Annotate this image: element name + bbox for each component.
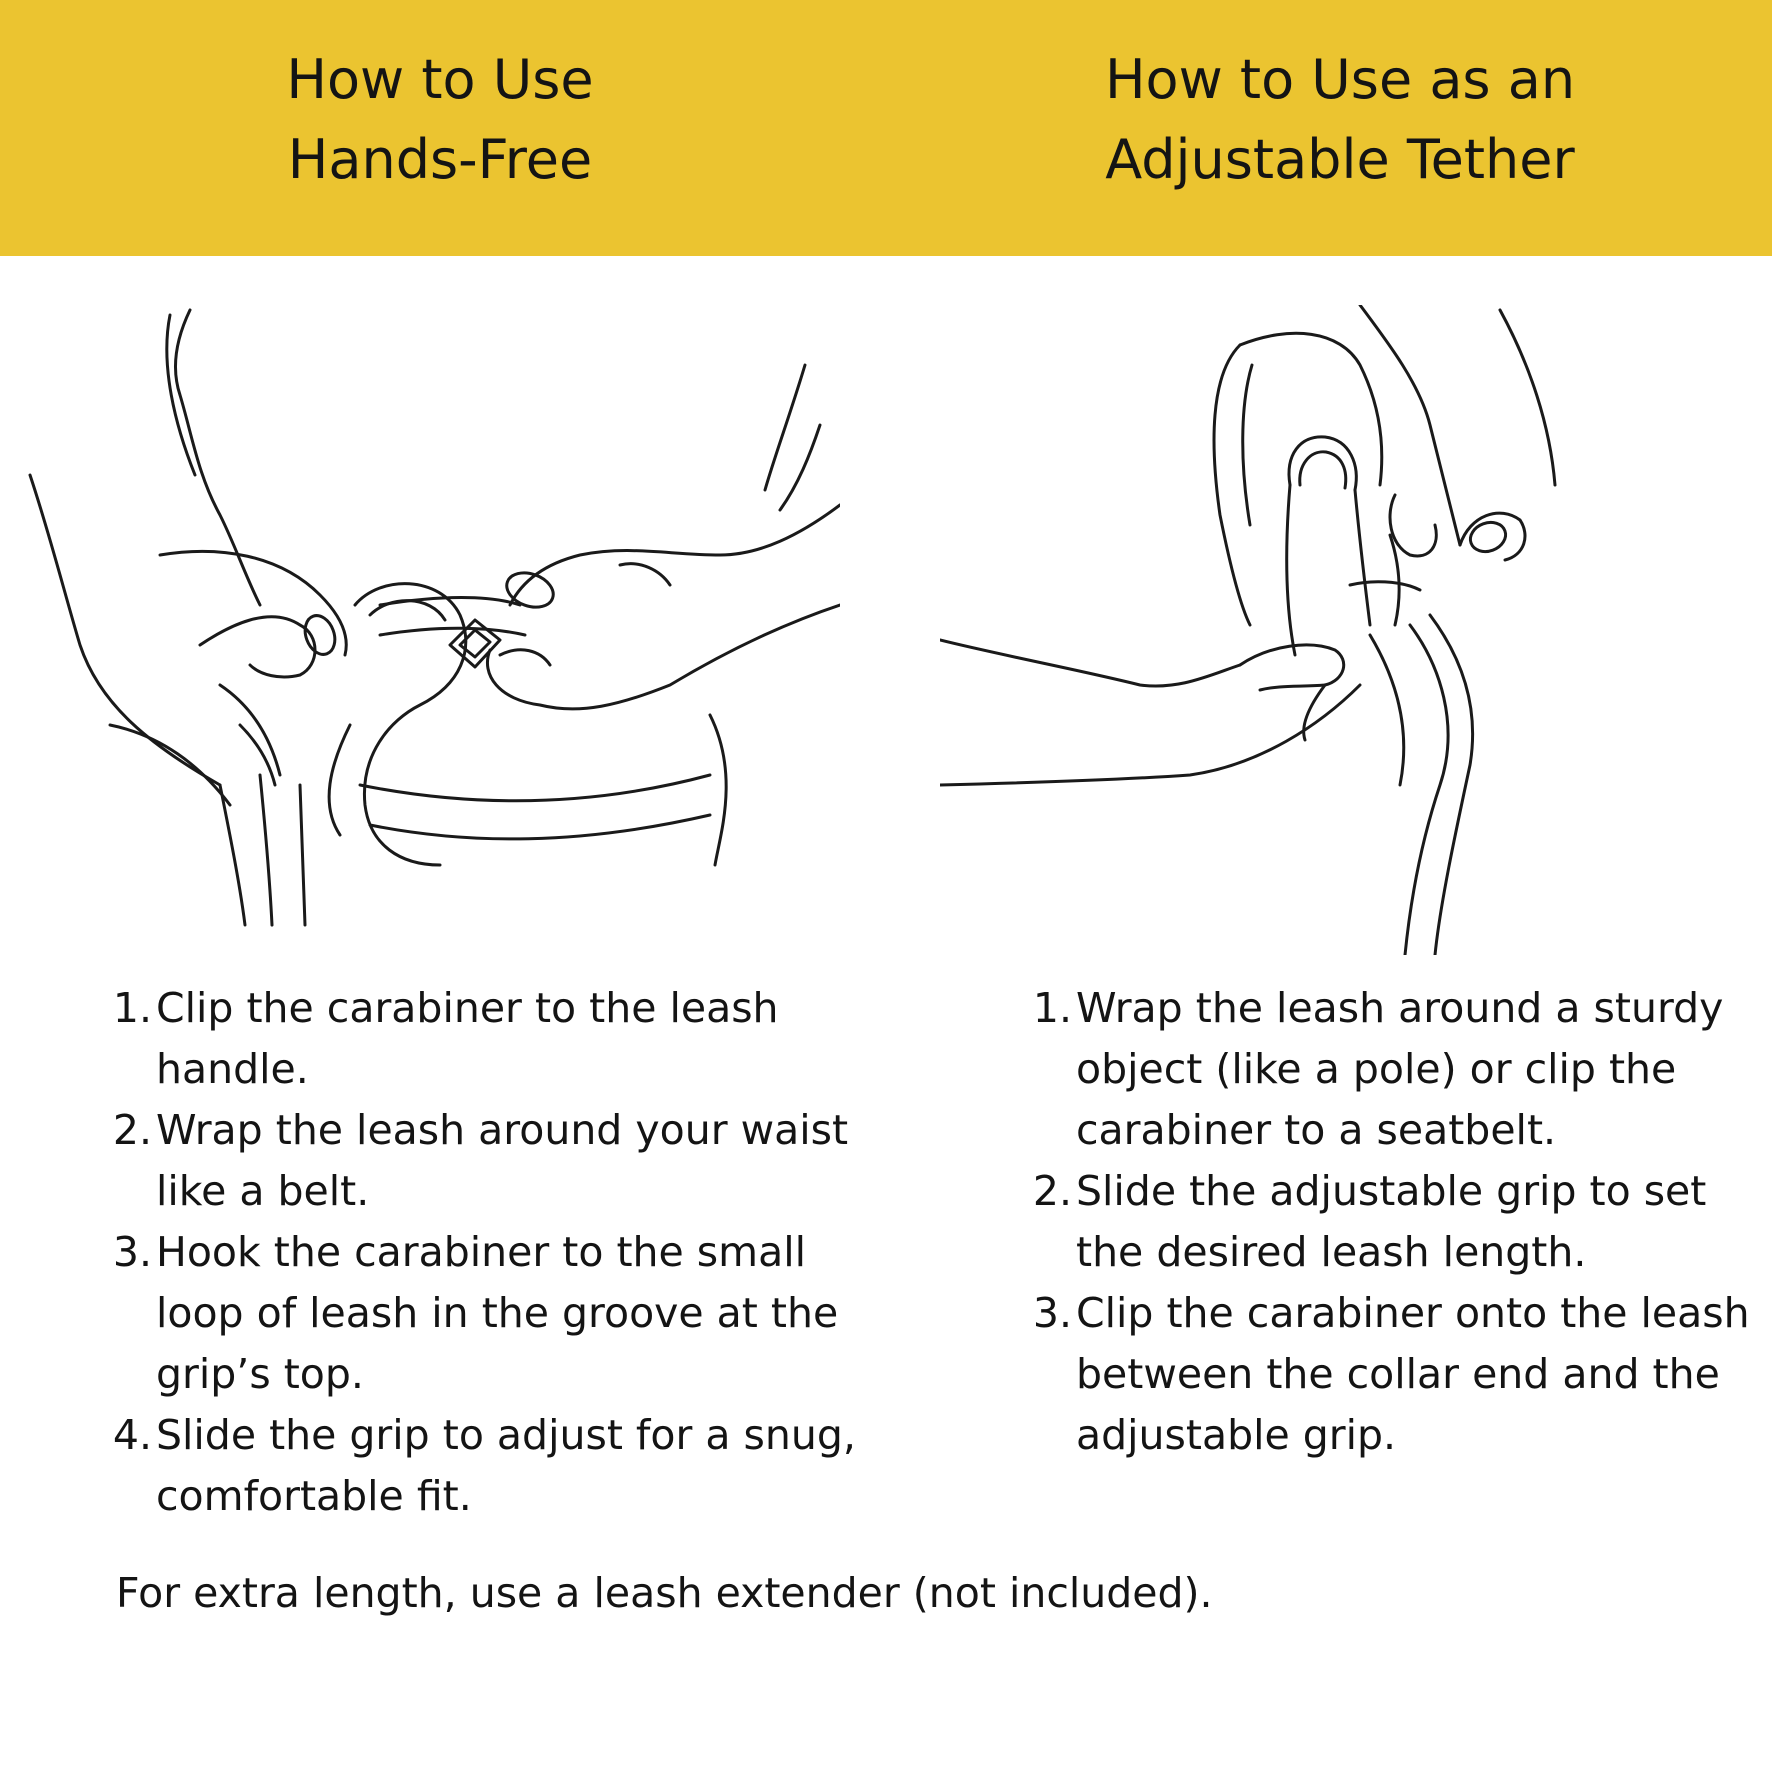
step-number: 1.	[1032, 984, 1072, 1032]
step-text: Hook the carabiner to the small loop of leash in the groove at the grip’s top.	[156, 1228, 839, 1398]
step-text: Slide the grip to adjust for a snug, comfortable fit.	[156, 1411, 856, 1520]
step-text: Clip the carabiner onto the leash between the collar end and the adjustable grip.	[1076, 1289, 1750, 1459]
step-text: Wrap the leash around your waist like a belt.	[156, 1106, 849, 1215]
hands-free-steps	[110, 978, 870, 1527]
step-number: 3.	[112, 1228, 152, 1276]
step-number: 2.	[1032, 1167, 1072, 1215]
heading-hands-free	[190, 40, 690, 200]
step-number: 3.	[1032, 1289, 1072, 1337]
adjustable-tether-illustration	[940, 305, 1560, 955]
extender-note: For extra length, use a leash extender (not included).	[116, 1569, 1213, 1617]
heading-tether-line1: How to Use as an	[1104, 48, 1576, 111]
list-item	[1030, 1283, 1772, 1466]
list-item	[110, 1405, 870, 1527]
heading-tether-line2: Adjustable Tether	[1105, 128, 1575, 191]
heading-hands-free-line2: Hands-Free	[287, 128, 593, 191]
step-text: Clip the carabiner to the leash handle.	[156, 984, 779, 1093]
list-item	[110, 1222, 870, 1405]
step-text: Wrap the leash around a sturdy object (like a pole) or clip the carabiner to a seatbelt.	[1076, 984, 1724, 1154]
step-number: 4.	[112, 1411, 152, 1459]
step-text: Slide the adjustable grip to set the desired leash length.	[1076, 1167, 1707, 1276]
tether-steps	[1030, 978, 1772, 1466]
list-item	[110, 978, 870, 1100]
list-item	[1030, 978, 1772, 1161]
list-item	[1030, 1161, 1772, 1283]
list-item	[110, 1100, 870, 1222]
step-number: 2.	[112, 1106, 152, 1154]
hands-free-illustration	[20, 305, 840, 930]
heading-adjustable-tether	[1030, 40, 1650, 200]
step-number: 1.	[112, 984, 152, 1032]
heading-hands-free-line1: How to Use	[286, 48, 594, 111]
